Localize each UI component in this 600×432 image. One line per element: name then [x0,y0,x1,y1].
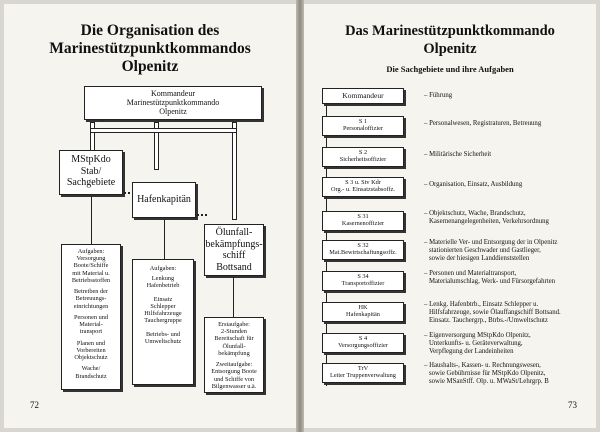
section-description-line: sowie der hiesigen Landdienststellen [429,255,530,263]
right-page-subtitle: Die Sachgebiete und ihre Aufgaben [386,64,514,74]
oelunfall-box [204,224,264,276]
stab-line-3: Sachgebiete [66,177,116,188]
section-description-line: – Objektschutz, Wache, Brandschutz, [424,210,526,217]
section-description [424,120,594,128]
section-description [424,239,594,263]
oel-task-line: 2-Stunden [221,328,247,336]
stab-task-line: Personen und [73,313,109,321]
page-number-left: 72 [30,400,39,410]
oel-task-line: Ölunfall- [222,342,246,350]
oel-task-line: und Schiffe von [213,375,255,383]
stab-task-connector [91,196,92,244]
section-box-line: TrV [357,365,369,372]
section-description [424,210,594,226]
section-box-line: Kasernenoffizier [341,220,385,228]
section-description-line: – Militärische Sicherheit [424,151,492,158]
book-gutter [296,0,304,432]
left-title-line-2: Marinestützpunktkommandos [49,40,251,57]
dotted-link-hafen-oel [197,214,207,216]
left-page [4,4,296,428]
section-box [322,333,404,353]
section-description-line: Materialumschlag, Werk- und Fürsorgefahrten [429,278,556,286]
stab-task-line: Betreiben der [73,288,109,296]
right-title-line-1: Das Marinestützpunktkommando [345,23,555,39]
stab-task-line: Brandschutz [75,372,107,380]
hafen-task-line: Schlepper [150,302,176,310]
section-box [322,240,404,260]
section-description-line: stationierten Geschwader und Gastlieger, [429,247,541,255]
section-box [322,177,404,197]
kommandeur-line-2: Marinestützpunktkommando [126,98,220,108]
stab-task-line: Wache/ [81,365,101,373]
hafen-task-line: Lenkung [151,275,175,283]
section-box [322,88,404,104]
hafen-task-line: Aufgaben: [149,265,177,272]
stab-task-line: mit Material u. [72,269,110,277]
stab-line-2: Stab/ [80,165,102,177]
oel-line-4: Bottsand [216,261,252,273]
section-description [424,301,594,325]
hafen-tasks-box [132,259,194,385]
hafenkapitaen-box [132,182,196,218]
section-description-line: – Materielle Ver- und Entsorgung der in Olpenitz [424,239,558,246]
section-box-line: Org.- u. Einsatzstabsoffz. [331,186,395,194]
section-description-line: – Organisation, Einsatz, Ausbildung [424,181,523,188]
section-description [424,270,594,286]
kommandeur-line-1: Kommandeur [151,89,195,98]
hafen-task-line: Tauchergruppe [144,317,182,325]
oel-task-line: bekämpfung [218,349,250,357]
page-number-right: 73 [568,400,577,410]
section-box-line: Transportoffizier [341,280,385,288]
section-box [322,116,404,136]
section-box-line: S 34 [357,273,369,280]
section-description-line: Kasernenangelegenheiten, Verkehrsordnung [429,218,549,226]
connector-crossbar [90,128,237,133]
section-description-line: – Eigenversorgung MStpKdo Olpenitz, [424,332,531,339]
section-description [424,181,594,189]
stab-task-line: Planen und [76,339,106,347]
oel-task-line: Entsorgung Boote [211,368,257,376]
stab-box [59,150,123,195]
connector-oel [232,122,237,220]
section-description [424,332,594,356]
right-page-title [304,22,596,58]
oel-line-2: bekämpfungs- [205,238,263,250]
right-page [304,4,596,428]
left-title-line-3: Olpenitz [121,58,179,75]
stab-task-line: Boote/Schiffe [73,262,109,270]
hafen-task-line: Hilfsfahrzeuge [144,310,182,318]
section-box-line: S 3 u. Stv Kdr [345,179,381,186]
hafen-task-line: Hafenbetrieb [146,282,180,290]
section-box [322,271,404,291]
section-description-line: – Haushalts-, Kassen- u. Rechnungswesen, [424,362,541,369]
section-description-line: sowie MSanStff. Olp. u. MWaSt/Lehrgrp. B [429,378,549,386]
oel-task-line: Bereitschaft für [214,335,254,343]
section-description-line: – Lenkg. Hafenbtrb., Einsatz Schlepper u. [424,301,539,308]
section-box-line: Hafenkapitän [346,311,380,319]
stab-tasks-box [61,244,121,390]
section-box-line: S 1 [358,118,368,125]
oel-task-line: Zweitaufgabe: [215,361,253,369]
section-box [322,363,404,383]
section-box-line: HK [358,304,368,311]
stab-task-line: Objektschutz [74,354,108,362]
stab-task-line: Versorgung [76,255,106,263]
oel-task-line: Bilgenwasser u.ä. [211,382,257,390]
section-box-line: Versorgungsoffizier [338,342,388,350]
section-description [424,362,594,386]
section-box-line: Mat.Bewirtschaftungsoffz. [329,249,397,257]
right-title-line-2: Olpenitz [423,41,477,57]
stab-task-line: Betriebsstoffen [71,276,111,284]
section-box-line: Leiter Truppenverwaltung [330,372,396,380]
stab-task-line: Aufgaben: [77,248,105,255]
hafen-task-line: Einsatz [153,295,173,303]
section-box-line: S 4 [358,335,368,342]
section-description-line: – Führung [424,92,453,99]
oel-line-1: Ölunfall- [215,227,253,238]
section-box-line: Kommandeur [342,91,384,100]
section-description-line: Verpflegung der Landeinheiten [429,348,514,356]
section-box-line: S 31 [357,213,369,220]
section-box-line: Personaloffizier [342,125,384,133]
kommandeur-box [84,86,262,120]
hafen-task-connector [164,219,165,259]
oel-task-line: Erstaufgabe: [218,321,250,328]
hafen-label: Hafenkapitän [137,194,191,205]
stab-task-line: Vorbereiten [76,346,106,354]
hafen-task-line: Betriebs- und [145,330,181,338]
section-description [424,92,594,100]
stab-task-line: einrichtungen [73,302,109,310]
section-box [322,211,404,231]
section-description-line: Unterkunfts- u. Geräteverwaltung, [429,340,523,348]
stab-line-1: MStpKdo [71,154,111,165]
stab-task-line: Material- [79,321,103,329]
oel-task-connector [233,277,234,317]
section-description-line: Hilfsfahrzeuge, sowie Ölauffangschiff Bottsand. [429,309,561,317]
stab-task-line: Betreuungs- [75,295,107,303]
section-description-line: sowie Gebührnisse für MStpKdo Olpenitz, [429,370,546,378]
section-description-line: – Personen und Materialtransport, [424,270,517,277]
left-title-line-1: Die Organisation des [80,22,220,39]
section-box-line: Sicherheitsoffizier [339,156,387,164]
left-page-title [4,22,296,76]
oel-tasks-box [204,317,264,393]
connector-dot [102,120,103,121]
section-description-line: Einsatz. Tauchergrp., Btrbs.-/Umweltschutz [429,317,548,325]
section-box [322,302,404,322]
hafen-task-line: Umweltschutz [144,337,182,345]
section-description-line: – Personalwesen, Registraturen, Betreuung [424,120,542,127]
section-box [322,147,404,167]
section-box-line: S 2 [358,149,368,156]
section-description [424,151,594,159]
kommandeur-line-3: Olpenitz [159,107,187,117]
stab-task-line: transport [79,328,103,336]
section-box-line: S 32 [357,242,369,249]
oel-line-3: schiff [222,250,246,261]
